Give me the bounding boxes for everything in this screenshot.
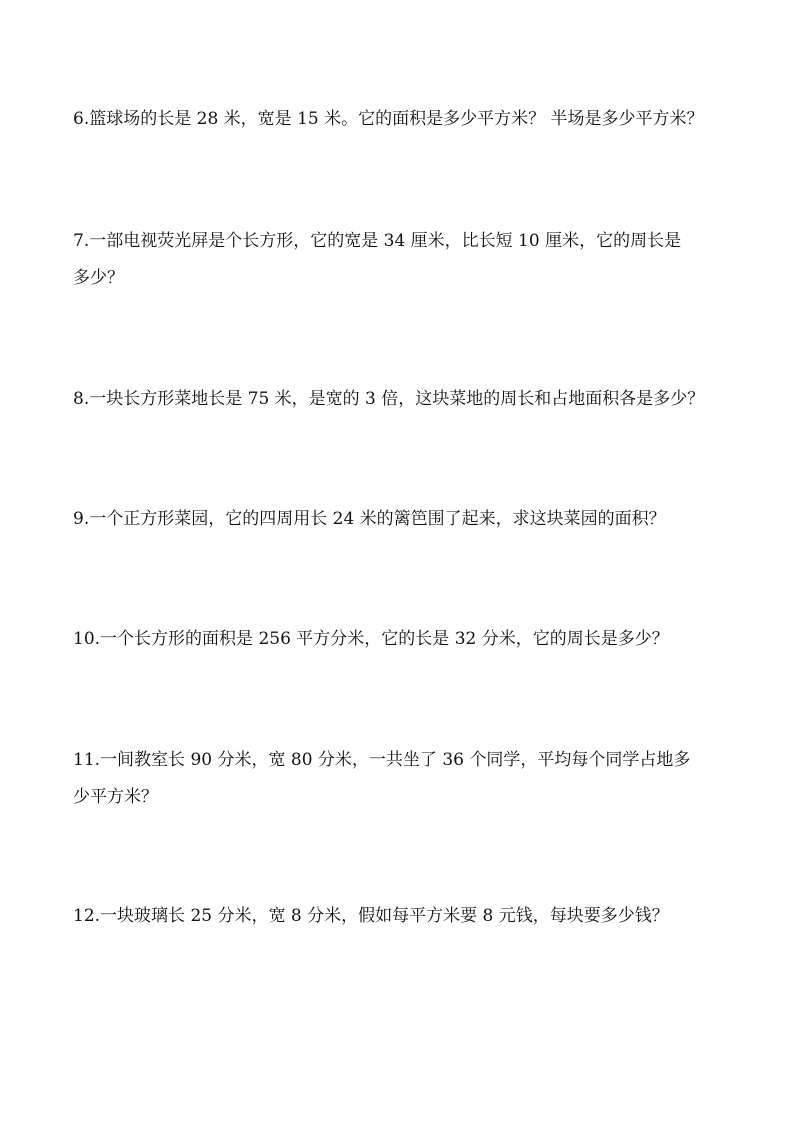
question-line: 少平方米？ [73,787,158,807]
question-line: 11.一间教室长 90 分米，宽 80 分米，一共坐了 36 个同学，平均每个同学占地多 [73,750,691,770]
question-10 [73,621,733,658]
question-line: 6.篮球场的长是 28 米，宽是 15 米。它的面积是多少平方米？ 半场是多少平方米？ [73,109,704,129]
question-line: 多少？ [73,268,124,288]
question-line: 9.一个正方形菜园，它的四周用长 24 米的篱笆围了起来，求这块菜园的面积？ [73,509,666,529]
question-8 [73,381,733,418]
question-line: 7.一部电视荧光屏是个长方形，它的宽是 34 厘米，比长短 10 厘米，它的周长是 [73,231,682,251]
question-6 [73,101,733,138]
question-7 [73,223,733,297]
question-line: 8.一块长方形菜地长是 75 米，是宽的 3 倍，这块菜地的周长和占地面积各是多少？ [73,389,705,409]
question-12 [73,898,733,935]
question-line: 12.一块玻璃长 25 分米，宽 8 分米，假如每平方米要 8 元钱，每块要多少钱？ [73,906,669,926]
question-11 [73,742,733,816]
question-line: 10.一个长方形的面积是 256 平方分米，它的长是 32 分米，它的周长是多少？ [73,629,669,649]
question-9 [73,501,733,538]
